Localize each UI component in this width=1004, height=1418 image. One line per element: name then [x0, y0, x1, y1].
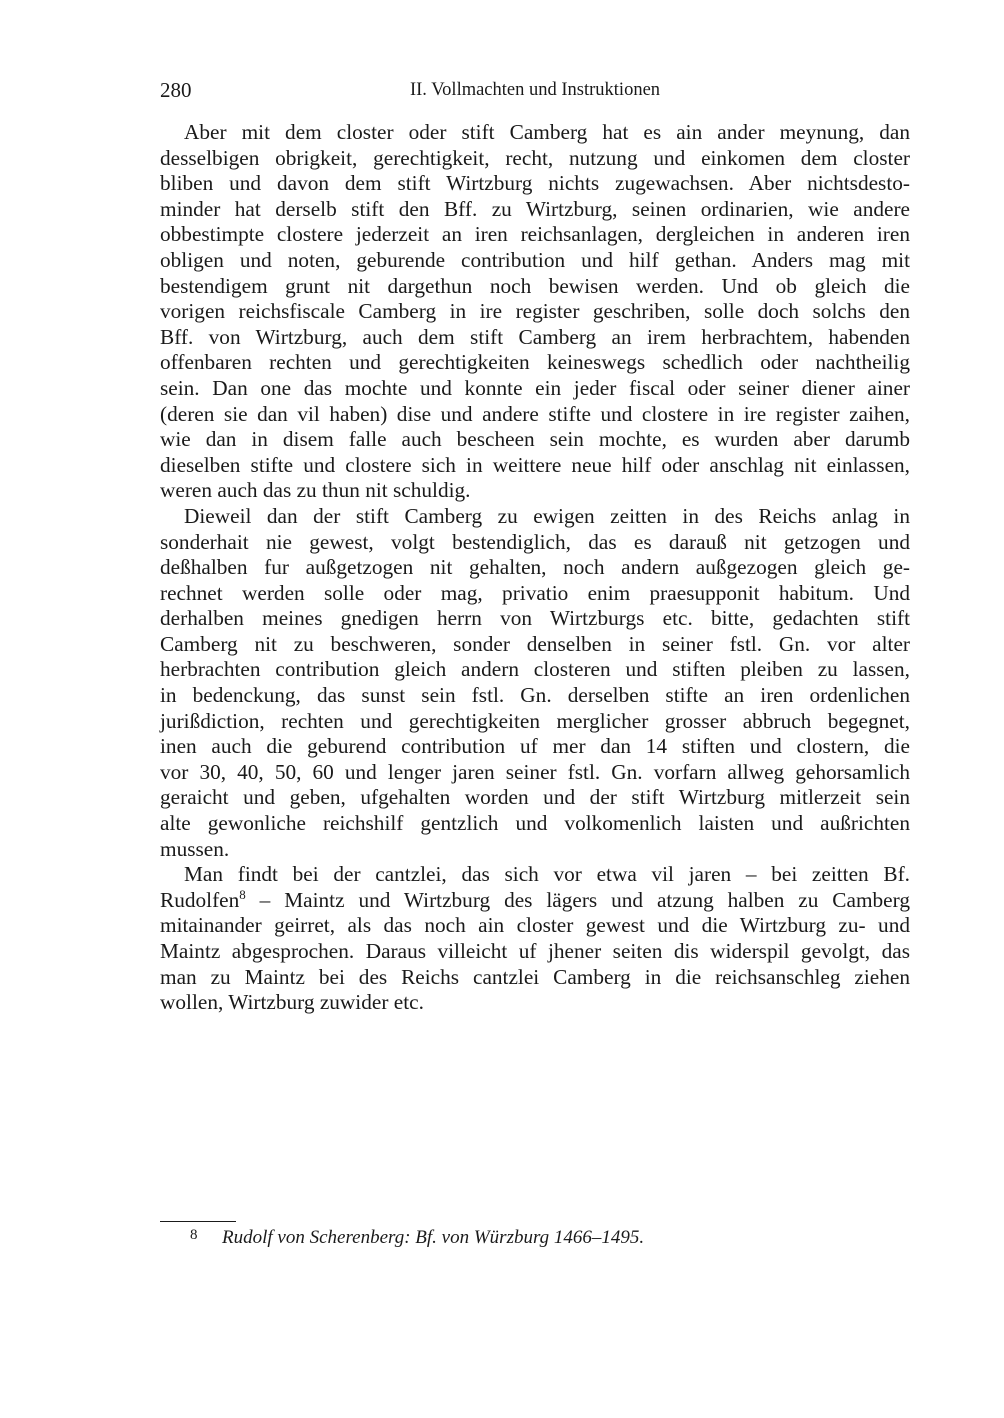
text-line: wollen, Wirtzburg zuwider etc.	[160, 990, 424, 1015]
text-line: Camberg nit zu beschweren, sonder denselben in seiner fstl. Gn. vor alter	[160, 631, 910, 656]
text-line: Bff. von Wirtzburg, auch dem stift Camberg an irem herbrachtem, habenden	[160, 324, 910, 349]
text-line: Maintz abgesprochen. Daraus villeicht uf jhener seiten dis widerspil gevolgt, das	[160, 939, 910, 963]
running-head: II. Vollmachten und Instruktionen	[409, 80, 661, 100]
footnote-divider	[160, 1221, 236, 1222]
text-fragment: – Maintz und Wirtzburg des lägers und atzung halben zu Camberg	[245, 887, 910, 912]
paragraph-3	[160, 862, 910, 1016]
text-line: weren auch das zu thun nit schuldig.	[160, 478, 471, 503]
text-line: rechnet werden solle oder mag, privatio enim praesupponit habitum. Und	[160, 580, 910, 605]
footnote-mark: 8	[190, 1227, 198, 1243]
text-line: minder hat derselb stift den Bff. zu Wirtzburg, seinen ordinarien, wie andere	[160, 196, 910, 221]
text-line: sonderhait nie gewest, volgt bestendiglich, das es darauß nit getzogen und	[160, 529, 910, 554]
text-line: vorigen reichsfiscale Camberg in ire register geschriben, solle doch solchs den	[160, 299, 910, 324]
footnote-text: Rudolf von Scherenberg: Bf. von Würzburg 1466–1495.	[222, 1227, 645, 1248]
text-line: Man findt bei der cantzlei, das sich vor etwa vil jaren – bei zeitten Bf.	[184, 862, 910, 887]
text-line: dieselben stifte und clostere sich in weittere neue hilf oder anschlag nit einlassen,	[160, 452, 910, 477]
text-line: desselbigen obrigkeit, gerechtigkeit, recht, nutzung und einkomen dem closter	[160, 145, 910, 170]
text-line: mitainander geirret, als das noch ain closter gewest und die Wirtzburg zu- und	[160, 913, 910, 938]
text-line: wie dan in disem falle auch bescheen sein mochte, es wurden aber darumb	[160, 427, 910, 452]
text-line: vor 30, 40, 50, 60 und lenger jaren seiner fstl. Gn. vorfarn allweg gehorsamlich	[160, 759, 910, 784]
text-line: obligen und noten, geburende contribution und hilf gethan. Anders mag mit	[160, 247, 910, 272]
paragraph-1	[160, 120, 910, 504]
page-number: 280	[160, 78, 192, 102]
text-line: deßhalben fur außgetzogen nit gehalten, noch andern außgezogen gleich ge-	[160, 555, 910, 580]
text-line: man zu Maintz bei des Reichs cantzlei Camberg in die reichsanschleg ziehen	[160, 964, 910, 989]
text-line: sein. Dan one das mochte und konnte ein jeder fiscal oder seiner diener ainer	[160, 375, 910, 400]
text-line: Aber mit dem closter oder stift Camberg hat es ain ander meynung, dan	[184, 120, 910, 144]
text-line: mussen.	[160, 836, 230, 861]
text-line: bestendigem grunt nit dargethun noch bewisen werden. Und ob gleich die	[160, 273, 910, 298]
text-line: jurißdiction, rechten und gerechtigkeiten merglicher grosser abbruch begegnet,	[160, 708, 910, 733]
text-line: geraicht und geben, ufgehalten worden und der stift Wirtzburg mitlerzeit sein	[160, 785, 910, 810]
page-header	[160, 78, 910, 106]
text-line: (deren sie dan vil haben) dise und andere stifte und clostere in ire register zaihen,	[160, 401, 910, 426]
text-line: inen auch die geburend contribution uf mer dan 14 stiften und clostern, die	[160, 734, 910, 759]
text-line: bliben und davon dem stift Wirtzburg nichts zugewachsen. Aber nichtsdesto-	[160, 171, 910, 196]
text-line: offenbaren rechten und gerechtigkeiten keineswegs schedlich oder nachtheilig	[160, 350, 910, 375]
footnote-reference[interactable]: 8	[239, 886, 246, 902]
paragraph-2	[160, 504, 910, 862]
body-text	[160, 120, 910, 1016]
text-fragment: Rudolfen	[160, 887, 240, 912]
text-line-with-footnote	[160, 888, 910, 914]
text-line: alte gewonliche reichshilf gentzlich und volkomenlich laisten und außrichten	[160, 811, 910, 836]
text-line: in bedenckung, das sunst sein fstl. Gn. derselben stifte an iren ordenlichen	[160, 683, 910, 708]
text-line: obbestimpte clostere jederzeit an iren reichsanlagen, dergleichen in anderen iren	[160, 222, 910, 247]
text-line: derhalben meines gnedigen herrn von Wirtzburgs etc. bitte, gedachten stift	[160, 606, 910, 631]
text-line: Dieweil dan der stift Camberg zu ewigen zeitten in des Reichs anlag in	[184, 503, 910, 528]
text-line: herbrachten contribution gleich andern closteren und stiften pleiben zu lassen,	[160, 657, 910, 682]
